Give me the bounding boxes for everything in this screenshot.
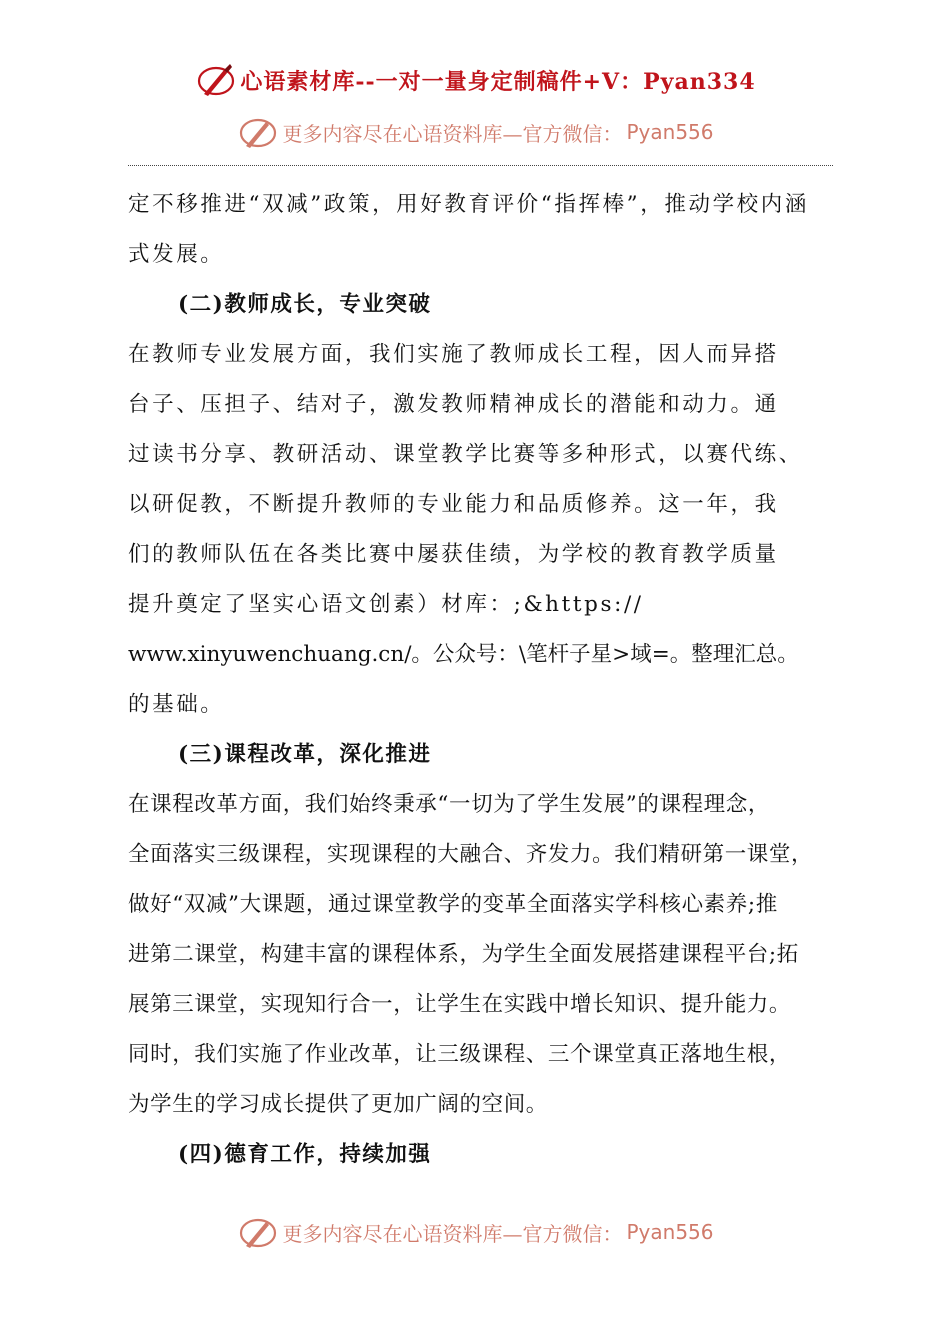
header-subtitle-row	[0, 112, 950, 152]
section-heading-2: (二)教师成长，专业突破	[178, 292, 432, 317]
paragraph-line: 式发展。	[128, 242, 225, 267]
paragraph-line: 台子、压担子、结对子，激发教师精神成长的潜能和动力。通	[128, 392, 779, 417]
header-subtitle: 更多内容尽在心语资料库—官方微信：	[282, 121, 623, 146]
paragraph-line: www.xinyuwenchuang.cn/。公众号：\笔杆子星>域=。整理汇总。	[128, 642, 799, 667]
paragraph-line: 做好“双减”大课题，通过课堂教学的变革全面落实学科核心素养;推	[128, 892, 778, 917]
pen-logo-icon	[236, 112, 280, 152]
footer-text: 更多内容尽在心语资料库—官方微信：	[282, 1221, 623, 1246]
paragraph-line: 过读书分享、教研活动、课堂教学比赛等多种形式，以赛代练、	[128, 442, 803, 467]
header-divider	[128, 165, 833, 166]
paragraph-line: 同时，我们实施了作业改革，让三级课程、三个课堂真正落地生根，	[128, 1042, 792, 1067]
paragraph-line: 在教师专业发展方面，我们实施了教师成长工程，因人而异搭	[128, 342, 779, 367]
paragraph-line: 进第二课堂，构建丰富的课程体系，为学生全面发展搭建课程平台;拓	[128, 942, 799, 967]
header-title: 心语素材库--一对一量身定制稿件+V：Pyan334	[240, 68, 756, 95]
pen-logo-icon	[236, 1212, 280, 1252]
paragraph-line: 全面落实三级课程，实现课程的大融合、齐发力。我们精研第一课堂，	[128, 842, 814, 867]
header-title-row	[0, 60, 950, 100]
paragraph-line: 展第三课堂，实现知行合一，让学生在实践中增长知识、提升能力。	[128, 992, 792, 1017]
document-body	[128, 180, 838, 1180]
paragraph-line: 在课程改革方面，我们始终秉承“一切为了学生发展”的课程理念，	[128, 792, 770, 817]
section-heading-3: (三)课程改革，深化推进	[178, 742, 432, 767]
header-wechat-id: Pyan556	[626, 120, 714, 144]
paragraph-line: 的基础。	[128, 692, 225, 717]
paragraph-line: 提升奠定了坚实心语文创素）材库：;&https://	[128, 592, 644, 617]
pen-logo-icon	[194, 60, 238, 100]
paragraph-line: 们的教师队伍在各类比赛中屡获佳绩，为学校的教育教学质量	[128, 542, 779, 567]
footer-wechat-id: Pyan556	[626, 1220, 714, 1244]
section-heading-4: (四)德育工作，持续加强	[178, 1142, 432, 1167]
footer-row	[0, 1212, 950, 1252]
paragraph-line: 定不移推进“双减”政策，用好教育评价“指挥棒”，推动学校内涵	[128, 192, 809, 217]
paragraph-line: 以研促教，不断提升教师的专业能力和品质修养。这一年，我	[128, 492, 779, 517]
paragraph-line: 为学生的学习成长提供了更加广阔的空间。	[128, 1092, 548, 1117]
